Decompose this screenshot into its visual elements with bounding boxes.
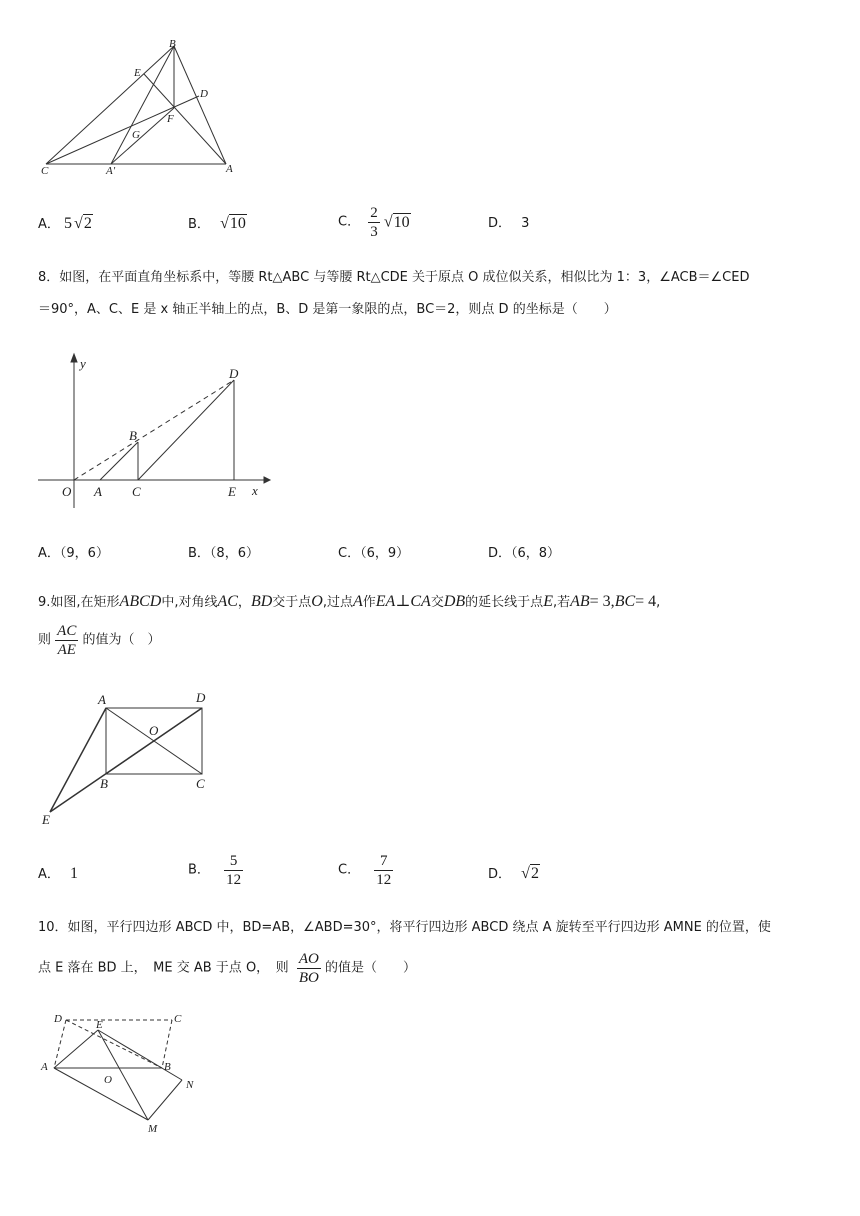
option-letter: D． xyxy=(488,546,512,561)
q7-option-a-value: 5 √2 xyxy=(64,215,92,232)
q9-rectangle-figure xyxy=(36,688,222,832)
q9-option-c[interactable] xyxy=(338,852,393,889)
q7-label-A: A xyxy=(226,163,233,175)
q7-triangle-figure xyxy=(36,36,246,181)
q10-stem-line2: 点 E 落在 BD 上， ME 交 AB 于点 O， 则 $\frac{AO}{BO}$ 的值是（ ） xyxy=(38,951,416,986)
q9-option-b[interactable] xyxy=(188,852,243,889)
q10-label-A: A xyxy=(41,1061,48,1073)
q9-option-d[interactable] xyxy=(488,864,540,885)
q9-stem-line2: 则 $\frac{AC}{AE}$ 的值为（ ） xyxy=(38,623,161,658)
q9-label-O: O xyxy=(149,723,159,738)
q9-label-D: D xyxy=(196,690,206,705)
q8-label-B: B xyxy=(129,428,137,443)
q7-label-B: B xyxy=(169,38,176,50)
option-value: （8，6） xyxy=(209,546,259,561)
option-letter: A． xyxy=(38,217,60,232)
q10-label-M: M xyxy=(148,1123,158,1135)
q10-label-C: C xyxy=(174,1013,182,1025)
option-letter: B． xyxy=(188,546,210,561)
q8-label-y: y xyxy=(80,356,86,371)
option-letter: D． xyxy=(488,216,512,231)
option-value: （6，9） xyxy=(360,546,410,561)
q8-option-d[interactable] xyxy=(488,544,560,564)
q7-label-E: E xyxy=(134,67,141,79)
option-letter: C． xyxy=(338,546,361,561)
q7-option-d-value: 3 xyxy=(521,216,530,231)
q8-label-E: E xyxy=(228,484,236,499)
option-fraction: $\frac{7}{12}$ xyxy=(376,853,392,888)
option-value: （6，8） xyxy=(511,546,561,561)
q7-option-a[interactable] xyxy=(38,214,93,235)
q9-label-B: B xyxy=(100,776,108,791)
q9-label-C: C xyxy=(196,776,205,791)
option-letter: A． xyxy=(38,546,60,561)
q7-label-D: D xyxy=(200,88,208,100)
q7-label-A1: A′ xyxy=(106,165,116,177)
q8-stem-line2: ＝90°，A、C、E 是 x 轴正半轴上的点，B、D 是第一象限的点，BC＝2，则点 D 的坐标是（ ） xyxy=(38,302,617,317)
option-letter: A． xyxy=(38,867,60,882)
q10-label-D: D xyxy=(54,1013,62,1025)
option-fraction: $\frac{5}{12}$ xyxy=(226,853,242,888)
q8-label-x: x xyxy=(252,483,258,498)
q8-coordinate-figure xyxy=(36,350,272,510)
q10-label-N: N xyxy=(186,1079,194,1091)
option-letter: B． xyxy=(188,862,210,878)
q10-label-O: O xyxy=(104,1074,112,1086)
q8-label-O: O xyxy=(62,484,72,499)
q9-stem-line1: 9.如图,在矩形ABCD中,对角线AC，BD交于点O,过点A作EA⊥CA交DB的延长线于点E,若AB= 3,BC= 4, xyxy=(38,593,661,610)
q10-ratio-fraction: $\frac{AO}{BO}$ xyxy=(298,951,319,986)
q7-option-b[interactable] xyxy=(188,214,247,235)
q8-label-A: A xyxy=(94,484,102,499)
option-value: （9，6） xyxy=(59,546,109,561)
q7-label-C: C xyxy=(41,165,49,177)
q10-parallelogram-figure xyxy=(36,1008,206,1136)
option-letter: B． xyxy=(188,217,210,232)
q7-option-c[interactable]: C． $\frac{2}{3}$ √10 xyxy=(338,205,410,240)
option-letter: C． xyxy=(338,862,361,878)
q8-option-b[interactable] xyxy=(188,544,259,564)
q10-label-E: E xyxy=(96,1019,103,1031)
option-letter: C． xyxy=(338,214,361,230)
q9-option-a[interactable] xyxy=(38,864,78,885)
q7-label-G: G xyxy=(132,129,140,141)
q7-option-c-fraction: $\frac{2}{3}$ xyxy=(370,205,378,240)
option-value: √2 xyxy=(521,865,539,882)
q8-stem-line1: 8．如图，在平面直角坐标系中，等腰 Rt△ABC 与等腰 Rt△CDE 关于原点 O 成位似关系，相似比为 1：3，∠ACB＝∠CED xyxy=(38,270,750,285)
q10-stem-line1: 10．如图，平行四边形 ABCD 中，BD=AB，∠ABD=30°，将平行四边形 ABCD 绕点 A 旋转至平行四边形 AMNE 的位置，使 xyxy=(38,920,771,935)
q9-label-E: E xyxy=(42,812,50,827)
q8-option-a[interactable] xyxy=(38,544,109,564)
q9-label-A: A xyxy=(98,692,106,707)
q9-ratio-fraction: $\frac{AC}{AE}$ xyxy=(57,623,77,658)
q8-option-c[interactable] xyxy=(338,544,409,564)
option-letter: D． xyxy=(488,867,512,882)
q10-label-B: B xyxy=(164,1061,171,1073)
option-value: 1 xyxy=(70,865,79,882)
q7-option-d[interactable] xyxy=(488,214,529,234)
q7-option-b-value: √10 xyxy=(220,215,246,232)
q8-label-C: C xyxy=(132,484,141,499)
q8-label-D: D xyxy=(229,366,239,381)
q7-label-F: F xyxy=(167,113,174,125)
